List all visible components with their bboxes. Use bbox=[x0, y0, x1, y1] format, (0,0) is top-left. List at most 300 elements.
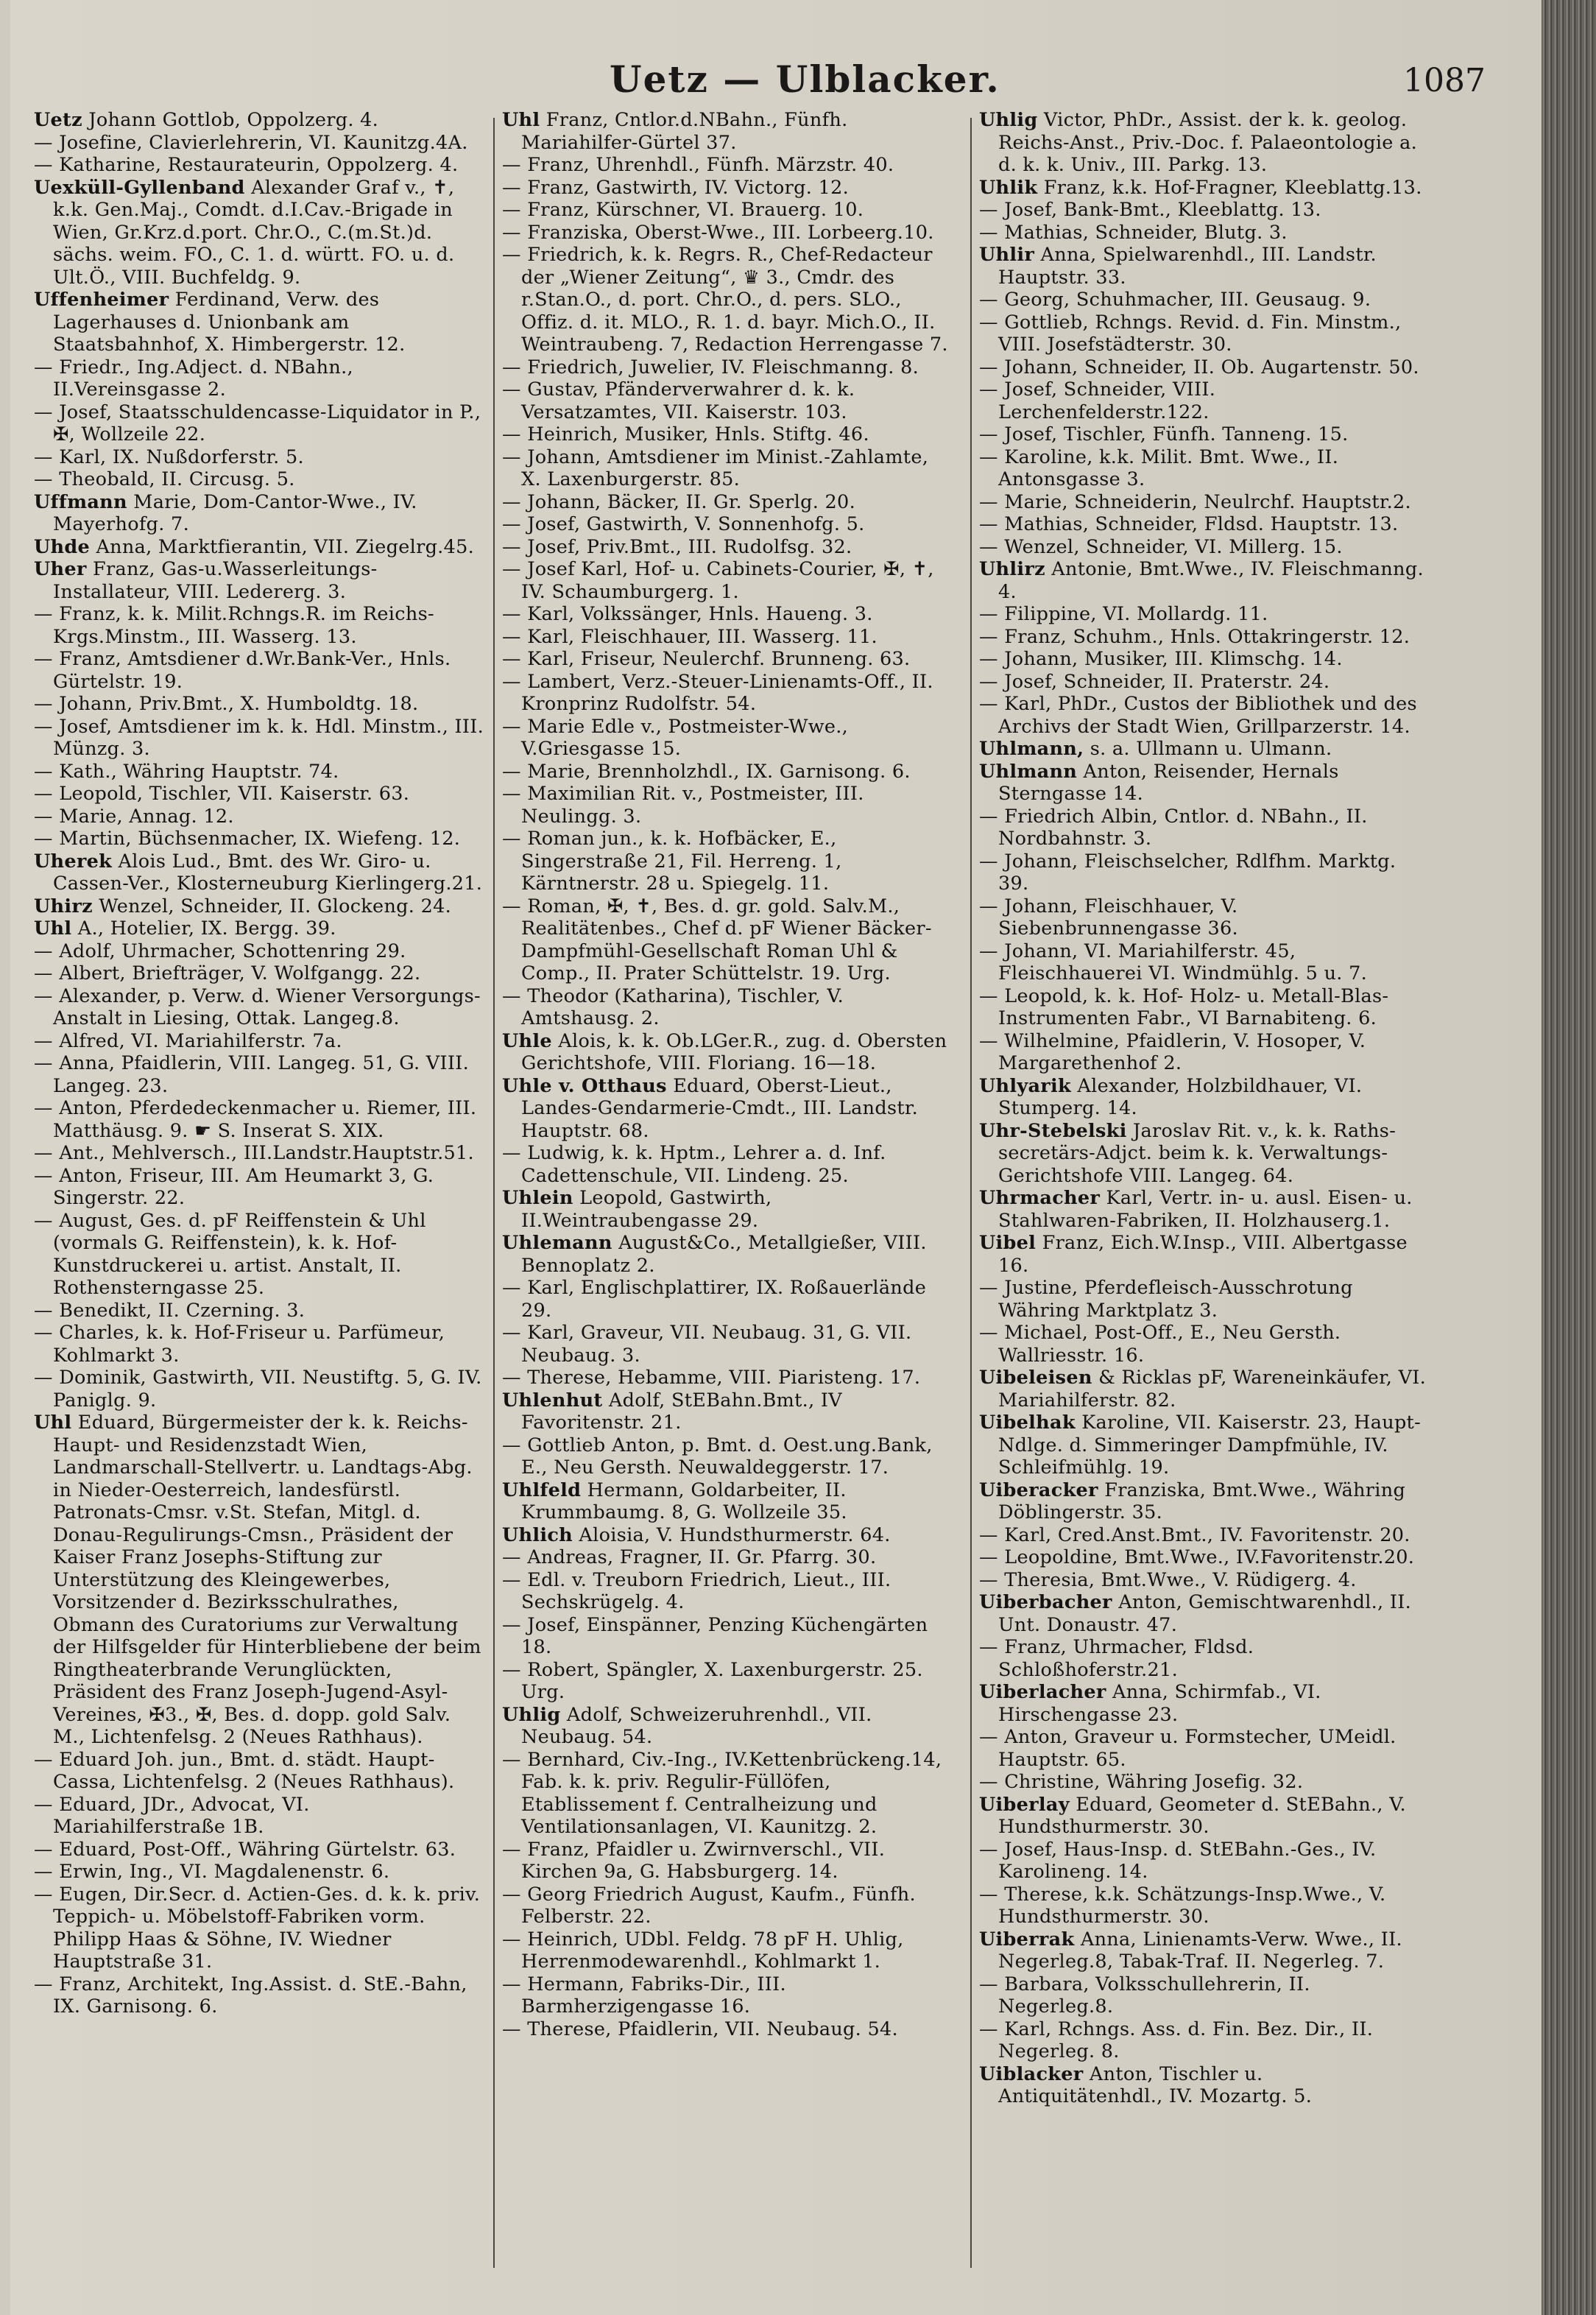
directory-entry bbox=[34, 940, 484, 963]
entry-text: — Maximilian Rit. v., Postmeister, III. Neulingg. 3. bbox=[502, 783, 864, 828]
entry-text: — Gustav, Pfänderverwahrer d. k. k. Versatzamtes, VII. Kaiserstr. 103. bbox=[502, 378, 855, 423]
book-edge bbox=[1542, 0, 1596, 2315]
directory-entry bbox=[979, 671, 1430, 694]
column-divider bbox=[970, 118, 972, 2268]
directory-entry bbox=[502, 1142, 953, 1187]
entry-surname: Uibelhak bbox=[979, 1412, 1076, 1434]
directory-entry bbox=[979, 761, 1430, 806]
directory-entry bbox=[34, 356, 484, 401]
entry-surname: Uhlich bbox=[502, 1523, 573, 1546]
entry-text: Anna, Spielwarenhdl., III. Landstr. Hauptstr. 33. bbox=[998, 244, 1377, 289]
entry-text: — Josef, Staatsschuldencasse-Liquidator in P., ✠, Wollzeile 22. bbox=[34, 401, 481, 445]
entry-text: — Franz, Schuhm., Hnls. Ottakringerstr. 12. bbox=[979, 625, 1410, 648]
entry-text: — Martin, Büchsenmacher, IX. Wiefeng. 12. bbox=[34, 828, 461, 850]
entry-text: — Therese, k.k. Schätzungs-Insp.Wwe., V. Hundsthurmerstr. 30. bbox=[979, 1883, 1386, 1928]
directory-entry bbox=[34, 806, 484, 828]
entry-surname: Uiberlay bbox=[979, 1793, 1070, 1816]
directory-entry bbox=[502, 199, 953, 222]
entry-text: Antonie, Bmt.Wwe., IV. Fleischmanng. 4. bbox=[998, 558, 1424, 603]
directory-entry bbox=[34, 154, 484, 177]
entry-text: — Ant., Mehlversch., III.Landstr.Hauptstr.51. bbox=[34, 1142, 474, 1164]
directory-entry bbox=[979, 1928, 1430, 1973]
entry-text: Alexander, Holzbildhauer, VI. Stumperg. 14. bbox=[998, 1074, 1363, 1119]
entry-text: — Georg Friedrich August, Kaufm., Fünfh. Felberstr. 22. bbox=[502, 1883, 916, 1928]
directory-entry bbox=[34, 603, 484, 648]
entry-surname: Uiberbacher bbox=[979, 1591, 1112, 1613]
entry-text: — Josef, Amtsdiener im k. k. Hdl. Minstm., III. Münzg. 3. bbox=[34, 715, 484, 760]
directory-entry bbox=[979, 1973, 1430, 2018]
directory-entry bbox=[34, 1165, 484, 1210]
entry-text: Victor, PhDr., Assist. der k. k. geolog. Reichs-Anst., Priv.-Doc. f. Palaeontologie a. d. k. k. Univ., III. Parkg. 13. bbox=[998, 109, 1418, 176]
entry-text: — Benedikt, II. Czerning. 3. bbox=[34, 1299, 306, 1322]
entry-text: — Gottlieb, Rchngs. Revid. d. Fin. Minstm., VIII. Josefstädterstr. 30. bbox=[979, 311, 1402, 356]
directory-entry bbox=[979, 850, 1430, 895]
directory-entry bbox=[34, 132, 484, 155]
entry-text: — Lambert, Verz.-Steuer-Linienamts-Off., II. Kronprinz Rudolfstr. 54. bbox=[502, 670, 933, 715]
entry-text: — Josef, Gastwirth, V. Sonnenhofg. 5. bbox=[502, 513, 865, 535]
entry-surname: Uiberacker bbox=[979, 1479, 1098, 1501]
directory-entry bbox=[979, 895, 1430, 940]
directory-entry bbox=[979, 491, 1430, 514]
directory-entry bbox=[502, 1546, 953, 1569]
directory-entry bbox=[34, 177, 484, 289]
entry-surname: Uhl bbox=[34, 1412, 72, 1434]
directory-entry bbox=[979, 177, 1430, 200]
directory-entry bbox=[502, 1479, 953, 1524]
entry-text: — Eugen, Dir.Secr. d. Actien-Ges. d. k. k. priv. Teppich- u. Möbelstoff-Fabriken vorm. Philipp Haas & Söhne, IV. Wiedner Hauptstraße 31. bbox=[34, 1883, 481, 1973]
directory-entry bbox=[34, 1322, 484, 1367]
entry-text: Adolf, StEBahn.Bmt., IV Favoritenstr. 21. bbox=[521, 1389, 842, 1434]
directory-entry bbox=[34, 289, 484, 356]
entry-text: Anton, Gemischtwarenhdl., II. Unt. Donaustr. 47. bbox=[998, 1591, 1412, 1636]
entry-text: — Christine, Währing Josefig. 32. bbox=[979, 1771, 1304, 1793]
entry-text: — Josef, Bank-Bmt., Kleeblattg. 13. bbox=[979, 199, 1321, 221]
directory-entry bbox=[502, 603, 953, 626]
entry-text: Franz, k.k. Hof-Fragner, Kleeblattg.13. bbox=[1037, 176, 1422, 199]
entry-text: — Adolf, Uhrmacher, Schottenring 29. bbox=[34, 940, 406, 962]
directory-entry bbox=[502, 1187, 953, 1232]
entry-text: — Mathias, Schneider, Blutg. 3. bbox=[979, 221, 1288, 244]
directory-entry bbox=[34, 468, 484, 491]
entry-text: — Franz, Gastwirth, IV. Victorg. 12. bbox=[502, 176, 850, 199]
entry-text: Johann Gottlob, Oppolzerg. 4. bbox=[82, 109, 379, 131]
entry-text: — Anna, Pfaidlerin, VIII. Langeg. 51, G. VIII. Langeg. 23. bbox=[34, 1052, 470, 1097]
directory-entry bbox=[502, 177, 953, 200]
directory-entry bbox=[979, 1412, 1430, 1479]
directory-entry bbox=[502, 1928, 953, 1973]
entry-text: — Eduard Joh. jun., Bmt. d. städt. Haupt-Cassa, Lichtenfelsg. 2 (Neues Rathhaus). bbox=[34, 1748, 455, 1793]
directory-entry bbox=[979, 1524, 1430, 1547]
directory-entry bbox=[979, 693, 1430, 738]
entry-text: — Marie, Annag. 12. bbox=[34, 805, 234, 828]
entry-text: — Karl, Rchngs. Ass. d. Fin. Bez. Dir., II. Negerleg. 8. bbox=[979, 2018, 1374, 2062]
entry-text: Franz, Eich.W.Insp., VIII. Albertgasse 16. bbox=[998, 1232, 1408, 1277]
directory-entry bbox=[502, 1075, 953, 1143]
entry-surname: Uhlein bbox=[502, 1187, 573, 1209]
entry-surname: Uhlmann bbox=[979, 760, 1078, 783]
entry-text: — Marie, Brennholzhdl., IX. Garnisong. 6. bbox=[502, 760, 911, 783]
entry-text: — Franz, Architekt, Ing.Assist. d. StE.-Bahn, IX. Garnisong. 6. bbox=[34, 1973, 467, 2018]
directory-entry bbox=[34, 761, 484, 783]
directory-entry bbox=[979, 2063, 1430, 2108]
entry-surname: Uhlmann, bbox=[979, 738, 1084, 760]
entry-text: — Andreas, Fragner, II. Gr. Pfarrg. 30. bbox=[502, 1546, 877, 1568]
entry-text: — Franz, Kürschner, VI. Brauerg. 10. bbox=[502, 199, 864, 221]
entry-text: — Filippine, VI. Mollardg. 11. bbox=[979, 603, 1268, 625]
directory-entry bbox=[979, 1277, 1430, 1322]
entry-text: Wenzel, Schneider, II. Glockeng. 24. bbox=[92, 895, 452, 917]
entry-text: — Georg, Schuhmacher, III. Geusaug. 9. bbox=[979, 289, 1371, 311]
directory-entry bbox=[979, 1075, 1430, 1120]
directory-entry bbox=[979, 1636, 1430, 1681]
directory-entry bbox=[979, 311, 1430, 356]
column-2 bbox=[502, 109, 953, 2040]
directory-entry bbox=[502, 1277, 953, 1322]
entry-text: — Karl, PhDr., Custos der Bibliothek und des Archivs der Stadt Wien, Grillparzerstr. 14. bbox=[979, 693, 1417, 738]
directory-entry bbox=[979, 1569, 1430, 1592]
directory-entry bbox=[502, 2018, 953, 2041]
directory-entry bbox=[979, 378, 1430, 423]
entry-text: — Josefine, Clavierlehrerin, VI. Kaunitzg.4A. bbox=[34, 131, 468, 154]
entry-text: — Franziska, Oberst-Wwe., III. Lorbeerg.10. bbox=[502, 221, 934, 244]
directory-entry bbox=[34, 1973, 484, 2018]
directory-entry bbox=[34, 962, 484, 985]
directory-entry bbox=[979, 1120, 1430, 1188]
directory-entry bbox=[502, 244, 953, 356]
entry-text: — Barbara, Volksschullehrerin, II. Negerleg.8. bbox=[979, 1973, 1310, 2018]
entry-surname: Uhle v. Otthaus bbox=[502, 1074, 667, 1097]
directory-entry bbox=[34, 1300, 484, 1322]
entry-text: — Theodor (Katharina), Tischler, V. Amtshausg. 2. bbox=[502, 984, 844, 1029]
directory-entry bbox=[979, 1591, 1430, 1636]
entry-text: — Josef, Haus-Insp. d. StEBahn.-Ges., IV. Karolineng. 14. bbox=[979, 1838, 1377, 1883]
entry-text: — Charles, k. k. Hof-Friseur u. Parfümeur, Kohlmarkt 3. bbox=[34, 1322, 445, 1367]
entry-text: Anna, Linienamts-Verw. Wwe., II. Negerleg.8, Tabak-Traf. II. Negerleg. 7. bbox=[998, 1928, 1402, 1973]
entry-surname: Uhde bbox=[34, 535, 91, 558]
entry-text: Marie, Dom-Cantor-Wwe., IV. Mayerhofg. 7. bbox=[53, 490, 417, 535]
entry-surname: Uffenheimer bbox=[34, 289, 169, 311]
directory-entry bbox=[502, 985, 953, 1030]
entry-text: — Heinrich, Musiker, Hnls. Stiftg. 46. bbox=[502, 423, 869, 445]
entry-text: — Franz, Pfaidler u. Zwirnverschl., VII. Kirchen 9a, G. Habsburgerg. 14. bbox=[502, 1838, 886, 1883]
directory-entry bbox=[979, 244, 1430, 289]
entry-text: — Therese, Pfaidlerin, VII. Neubaug. 54. bbox=[502, 2018, 898, 2040]
directory-entry bbox=[34, 716, 484, 761]
entry-text: — Franz, k. k. Milit.Rchngs.R. im Reichs-Krgs.Minstm., III. Wasserg. 13. bbox=[34, 603, 434, 648]
directory-entry bbox=[979, 423, 1430, 446]
directory-entry bbox=[502, 1614, 953, 1659]
entry-surname: Uhlig bbox=[979, 109, 1038, 131]
entry-text: — Theresia, Bmt.Wwe., V. Rüdigerg. 4. bbox=[979, 1568, 1357, 1591]
directory-entry bbox=[34, 446, 484, 469]
directory-entry bbox=[502, 1749, 953, 1839]
entry-surname: Uibel bbox=[979, 1232, 1037, 1254]
directory-entry bbox=[979, 1479, 1430, 1524]
entry-surname: Uhlirz bbox=[979, 558, 1045, 580]
entry-text: — Wenzel, Schneider, VI. Millerg. 15. bbox=[979, 535, 1343, 558]
entry-surname: Uhlig bbox=[502, 1703, 561, 1726]
entry-text: — Roman, ✠, ✝, Bes. d. gr. gold. Salv.M., Realitätenbes., Chef d. pF Wiener Bäcker-Dampfmühl-Gesellschaft Roman Uhl & Comp., II. Prater Schüttelstr. 19. Urg. bbox=[502, 895, 932, 984]
directory-entry bbox=[34, 536, 484, 559]
directory-entry bbox=[502, 895, 953, 985]
directory-entry bbox=[979, 1030, 1430, 1075]
entry-text: — Mathias, Schneider, Fldsd. Hauptstr. 13. bbox=[979, 513, 1399, 535]
directory-entry bbox=[502, 222, 953, 244]
entry-text: — Alfred, VI. Mariahilferstr. 7a. bbox=[34, 1029, 342, 1052]
entry-surname: Uhlenhut bbox=[502, 1389, 603, 1412]
entry-surname: Uiberlacher bbox=[979, 1681, 1106, 1703]
directory-entry bbox=[34, 491, 484, 536]
directory-entry bbox=[979, 1546, 1430, 1569]
directory-entry bbox=[502, 1569, 953, 1614]
entry-surname: Uhlir bbox=[979, 244, 1035, 266]
entry-surname: Uexküll-Gyllenband bbox=[34, 176, 245, 199]
entry-text: — Karl, Fleischhauer, III. Wasserg. 11. bbox=[502, 625, 878, 648]
entry-text: — Kath., Währing Hauptstr. 74. bbox=[34, 760, 339, 783]
entry-text: — Franz, Uhrenhdl., Fünfh. Märzstr. 40. bbox=[502, 154, 894, 176]
entry-surname: Uffmann bbox=[34, 490, 127, 513]
entry-text: Anna, Schirmfab., VI. Hirschengasse 23. bbox=[998, 1681, 1321, 1726]
directory-entry bbox=[34, 1052, 484, 1097]
directory-entry bbox=[502, 1232, 953, 1277]
entry-text: — Bernhard, Civ.-Ing., IV.Kettenbrückeng.14, Fab. k. k. priv. Regulir-Füllöfen, Etablissement f. Centralheizung und Ventilationsanlagen, VI. Kaunitzg. 2. bbox=[502, 1748, 942, 1838]
directory-entry bbox=[979, 603, 1430, 626]
entry-text: — Eduard, Post-Off., Währing Gürtelstr. 63. bbox=[34, 1838, 456, 1861]
entry-text: — Josef, Schneider, II. Praterstr. 24. bbox=[979, 670, 1330, 693]
directory-entry bbox=[979, 289, 1430, 311]
directory-entry bbox=[34, 1210, 484, 1300]
directory-entry bbox=[502, 1030, 953, 1075]
directory-entry bbox=[979, 985, 1430, 1030]
directory-entry bbox=[34, 648, 484, 693]
entry-text: — Karl, Cred.Anst.Bmt., IV. Favoritenstr. 20. bbox=[979, 1523, 1410, 1546]
directory-entry bbox=[979, 558, 1430, 603]
entry-text: Franziska, Bmt.Wwe., Währing Döblingerstr. 35. bbox=[998, 1479, 1406, 1523]
directory-entry bbox=[979, 1884, 1430, 1928]
entry-text: Eduard, Bürgermeister der k. k. Reichs-Haupt- und Residenzstadt Wien, Landmarschall-Stellvertr. u. Landtags-Abg. in Nieder-Oesterreich, landesfürstl. Patronats-Cmsr. v.St. Stefan, Mitgl. d. Donau-Regulirungs-Cmsn., Präsident der Kaiser Franz Josephs-Stiftung zur Unterstützung des Kleingewerbes, Vorsitzender d. Bezirksschulrathes, Obmann des Curatoriums zur Verwaltung der Hilfsgelder für Hinterbliebene der beim Ringtheaterbrande Verunglückten, Präsident des Franz Joseph-Jugend-Asyl-Vereines, ✠3., ✠, Bes. d. dopp. gold Salv. M., Lichtenfelsg. 2 (Neues Rathhaus). bbox=[53, 1412, 481, 1748]
entry-text: — Friedrich, k. k. Regrs. R., Chef-Redacteur der „Wiener Zeitung“, ♛ 3., Cmdr. des r.Stan.O., d. port. Chr.O., d. pers. SLO., Offiz. d. it. MLO., R. 1. d. bayr. Mich.O., II. Weintraubeng. 7, Redaction Herrengasse 7. bbox=[502, 244, 948, 356]
entry-text: — Johann, Fleischhauer, V. Siebenbrunnengasse 36. bbox=[979, 895, 1238, 940]
directory-entry bbox=[979, 1839, 1430, 1884]
entry-surname: Uhl bbox=[34, 917, 72, 940]
entry-text: — Dominik, Gastwirth, VII. Neustiftg. 5, G. IV. Paniglg. 9. bbox=[34, 1367, 482, 1412]
entry-text: — Josef, Einspänner, Penzing Küchengärten 18. bbox=[502, 1613, 928, 1658]
directory-entry bbox=[502, 378, 953, 423]
entry-text: Eduard, Oberst-Lieut., Landes-Gendarmerie-Cmdt., III. Landstr. Hauptstr. 68. bbox=[521, 1074, 919, 1142]
entry-text: — Erwin, Ing., VI. Magdalenenstr. 6. bbox=[34, 1861, 390, 1883]
entry-surname: Uiblacker bbox=[979, 2062, 1084, 2085]
entry-text: — Gottlieb Anton, p. Bmt. d. Oest.ung.Bank, E., Neu Gersth. Neuwaldeggerstr. 17. bbox=[502, 1434, 933, 1479]
column-1 bbox=[34, 109, 484, 2018]
directory-entry bbox=[34, 1030, 484, 1053]
entry-text: — Johann, Fleischselcher, Rdlfhm. Marktg. 39. bbox=[979, 850, 1396, 895]
entry-text: — Karl, Englischplattirer, IX. Roßauerlände 29. bbox=[502, 1277, 927, 1322]
entry-surname: Uhr-Stebelski bbox=[979, 1119, 1127, 1142]
directory-entry bbox=[502, 1704, 953, 1749]
directory-entry bbox=[502, 626, 953, 649]
entry-text: August&Co., Metallgießer, VIII. Bennoplatz 2. bbox=[521, 1232, 927, 1277]
entry-text: — Karl, Volkssänger, Hnls. Haueng. 3. bbox=[502, 603, 873, 625]
entry-text: — Marie, Schneiderin, Neulrchf. Hauptstr.2. bbox=[979, 490, 1411, 513]
entry-text: — Theobald, II. Circusg. 5. bbox=[34, 468, 295, 490]
directory-entry bbox=[979, 513, 1430, 536]
directory-entry bbox=[34, 917, 484, 940]
entry-text: Eduard, Geometer d. StEBahn., V. Hundsthurmerstr. 30. bbox=[998, 1793, 1406, 1838]
directory-entry bbox=[502, 491, 953, 514]
entry-text: — Franz, Uhrmacher, Fldsd. Schloßhoferstr.21. bbox=[979, 1636, 1254, 1681]
directory-entry bbox=[502, 671, 953, 716]
directory-entry bbox=[502, 648, 953, 671]
page-header bbox=[28, 57, 1486, 109]
directory-entry bbox=[502, 1367, 953, 1389]
entry-text: — Robert, Spängler, X. Laxenburgerstr. 25. Urg. bbox=[502, 1658, 923, 1703]
directory-entry bbox=[979, 1794, 1430, 1839]
column-divider bbox=[493, 118, 495, 2268]
entry-text: — Marie Edle v., Postmeister-Wwe., V.Griesgasse 15. bbox=[502, 715, 849, 760]
entry-text: Anton, Reisender, Hernals Sterngasse 14. bbox=[998, 760, 1339, 805]
entry-text: — Karl, Friseur, Neulerchf. Brunneng. 63. bbox=[502, 648, 911, 670]
entry-text: — Leopold, Tischler, VII. Kaiserstr. 63. bbox=[34, 783, 410, 805]
directory-entry bbox=[979, 446, 1430, 491]
entry-surname: Uhlemann bbox=[502, 1232, 612, 1254]
directory-entry bbox=[34, 109, 484, 132]
entry-text: & Ricklas pF, Wareneinkäufer, VI. Mariahilferstr. 82. bbox=[998, 1367, 1427, 1412]
entry-text: — Alexander, p. Verw. d. Wiener Versorgungs-Anstalt in Liesing, Ottak. Langeg.8. bbox=[34, 984, 481, 1029]
directory-entry bbox=[34, 1749, 484, 1794]
directory-entry bbox=[502, 446, 953, 491]
entry-text: — Leopoldine, Bmt.Wwe., IV.Favoritenstr.20. bbox=[979, 1546, 1415, 1568]
directory-entry bbox=[979, 536, 1430, 559]
entry-text: — Katharine, Restaurateurin, Oppolzerg. 4. bbox=[34, 154, 459, 176]
directory-entry bbox=[502, 1322, 953, 1367]
entry-text: — Eduard, JDr., Advocat, VI. Mariahilferstraße 1B. bbox=[34, 1793, 310, 1838]
directory-entry bbox=[979, 1232, 1430, 1277]
entry-text: — Anton, Pferdedeckenmacher u. Riemer, III. Matthäusg. 9. ☛ S. Inserat S. XIX. bbox=[34, 1097, 477, 1142]
entry-text: — Johann, Bäcker, II. Gr. Sperlg. 20. bbox=[502, 490, 855, 513]
directory-entry bbox=[502, 513, 953, 536]
directory-entry bbox=[502, 558, 953, 603]
directory-entry bbox=[979, 1681, 1430, 1726]
directory-entry bbox=[34, 828, 484, 850]
directory-entry bbox=[34, 401, 484, 446]
directory-entry bbox=[34, 1861, 484, 1884]
entry-surname: Uhlyarik bbox=[979, 1074, 1071, 1097]
directory-entry bbox=[979, 222, 1430, 244]
directory-entry bbox=[502, 1659, 953, 1704]
directory-entry bbox=[502, 783, 953, 828]
entry-surname: Uhlfeld bbox=[502, 1479, 582, 1501]
directory-entry bbox=[34, 1839, 484, 1861]
directory-entry bbox=[502, 1389, 953, 1434]
directory-entry bbox=[979, 626, 1430, 649]
entry-text: — August, Ges. d. pF Reiffenstein & Uhl (vormals G. Reiffenstein), k. k. Hof-Kunstdruckerei u. artist. Anstalt, II. Rothensterngasse 25. bbox=[34, 1209, 426, 1299]
directory-entry bbox=[502, 1434, 953, 1479]
entry-text: Jaroslav Rit. v., k. k. Raths-secretärs-Adjct. beim k. k. Verwaltungs-Gerichtshofe VIII. Langeg. 64. bbox=[998, 1119, 1396, 1187]
entry-text: — Johann, Musiker, III. Klimschg. 14. bbox=[979, 648, 1343, 670]
entry-text: Anton, Tischler u. Antiquitätenhdl., IV. Mozartg. 5. bbox=[998, 2062, 1313, 2107]
directory-entry bbox=[34, 558, 484, 603]
directory-entry bbox=[502, 536, 953, 559]
entry-text: — Karl, Graveur, VII. Neubaug. 31, G. VII. Neubaug. 3. bbox=[502, 1322, 912, 1367]
entry-text: — Albert, Briefträger, V. Wolfgangg. 22. bbox=[34, 962, 421, 984]
directory-entry bbox=[979, 109, 1430, 177]
entry-surname: Uher bbox=[34, 558, 87, 580]
directory-entry bbox=[979, 1771, 1430, 1794]
entry-text: — Karl, IX. Nußdorferstr. 5. bbox=[34, 445, 304, 468]
entry-text: — Johann, VI. Mariahilferstr. 45, Fleischhauerei VI. Windmühlg. 5 u. 7. bbox=[979, 940, 1368, 984]
directory-entry bbox=[34, 850, 484, 895]
entry-text: — Wilhelmine, Pfaidlerin, V. Hosoper, V. Margarethenhof 2. bbox=[979, 1029, 1366, 1074]
entry-text: — Friedrich, Juwelier, IV. Fleischmanng. 8. bbox=[502, 356, 919, 378]
entry-text: — Leopold, k. k. Hof- Holz- u. Metall-Blas-Instrumenten Fabr., VI Barnabiteng. 6. bbox=[979, 984, 1389, 1029]
entry-surname: Uibeleisen bbox=[979, 1367, 1092, 1389]
entry-text: Franz, Gas-u.Wasserleitungs-Installateur, VIII. Ledererg. 3. bbox=[53, 558, 378, 603]
entry-surname: Uiberrak bbox=[979, 1928, 1075, 1951]
entry-surname: Uherek bbox=[34, 850, 113, 873]
entry-text: Karl, Vertr. in- u. ausl. Eisen- u. Stahlwaren-Fabriken, II. Holzhauserg.1. bbox=[998, 1187, 1413, 1232]
entry-text: A., Hotelier, IX. Bergg. 39. bbox=[71, 917, 336, 940]
directory-entry bbox=[502, 356, 953, 379]
entry-text: — Johann, Priv.Bmt., X. Humboldtg. 18. bbox=[34, 693, 419, 715]
page-number: 1087 bbox=[1403, 62, 1486, 99]
entry-text: — Edl. v. Treuborn Friedrich, Lieut., III. Sechskrügelg. 4. bbox=[502, 1568, 891, 1613]
entry-text: Adolf, Schweizeruhrenhdl., VII. Neubaug. 54. bbox=[521, 1703, 872, 1748]
entry-text: — Michael, Post-Off., E., Neu Gersth. Wallriesstr. 16. bbox=[979, 1322, 1341, 1367]
entry-text: — Karoline, k.k. Milit. Bmt. Wwe., II. Antonsgasse 3. bbox=[979, 445, 1339, 490]
entry-text: Alois, k. k. Ob.LGer.R., zug. d. Obersten Gerichtshofe, VIII. Floriang. 16—18. bbox=[521, 1029, 947, 1074]
entry-text: Hermann, Goldarbeiter, II. Krummbaumg. 8, G. Wollzeile 35. bbox=[521, 1479, 847, 1523]
directory-entry bbox=[979, 1322, 1430, 1367]
directory-entry bbox=[502, 716, 953, 761]
entry-text: — Josef, Priv.Bmt., III. Rudolfsg. 32. bbox=[502, 535, 852, 558]
directory-entry bbox=[34, 783, 484, 806]
directory-entry bbox=[979, 806, 1430, 850]
entry-text: — Josef, Tischler, Fünfh. Tanneng. 15. bbox=[979, 423, 1349, 445]
directory-entry bbox=[34, 985, 484, 1030]
directory-entry bbox=[979, 648, 1430, 671]
entry-text: Alexander Graf v., ✝, k.k. Gen.Maj., Comdt. d.I.Cav.-Brigade in Wien, Gr.Krz.d.port. Chr.O., C.(m.St.)d. sächs. weim. FO., C. 1. d. württ. FO. u. d. Ult.Ö., VIII. Buchfeldg. 9. bbox=[53, 176, 455, 289]
directory-entry bbox=[34, 1884, 484, 1973]
directory-entry bbox=[502, 1839, 953, 1884]
entry-text: — Johann, Schneider, II. Ob. Augartenstr. 50. bbox=[979, 356, 1419, 378]
directory-entry bbox=[979, 1187, 1430, 1232]
directory-entry bbox=[34, 1794, 484, 1839]
entry-text: — Josef, Schneider, VIII. Lerchenfelderstr.122. bbox=[979, 378, 1216, 423]
entry-text: — Friedrich Albin, Cntlor. d. NBahn., II. Nordbahnstr. 3. bbox=[979, 805, 1368, 850]
directory-entry bbox=[979, 1367, 1430, 1412]
directory-entry bbox=[502, 1973, 953, 2018]
entry-surname: Uhl bbox=[502, 109, 540, 131]
running-title: Uetz — Ulblacker. bbox=[610, 57, 1000, 101]
entry-surname: Uhirz bbox=[34, 895, 93, 917]
entry-text: — Josef Karl, Hof- u. Cabinets-Courier, ✠, ✝, IV. Schaumburgerg. 1. bbox=[502, 558, 934, 603]
column-3 bbox=[979, 109, 1430, 2108]
entry-text: — Roman jun., k. k. Hofbäcker, E., Singerstraße 21, Fil. Herreng. 1, Kärntnerstr. 28 u. Spiegelg. 11. bbox=[502, 828, 842, 895]
entry-text: Aloisia, V. Hundsthurmerstr. 64. bbox=[573, 1523, 891, 1546]
directory-entry bbox=[502, 828, 953, 895]
directory-entry bbox=[979, 199, 1430, 222]
directory-entry bbox=[979, 2018, 1430, 2063]
directory-entry bbox=[502, 761, 953, 783]
entry-text: — Ludwig, k. k. Hptm., Lehrer a. d. Inf. Cadettenschule, VII. Lindeng. 25. bbox=[502, 1142, 886, 1187]
directory-entry bbox=[34, 1142, 484, 1165]
entry-text: — Franz, Amtsdiener d.Wr.Bank-Ver., Hnls. Gürtelstr. 19. bbox=[34, 648, 451, 693]
entry-surname: Uhrmacher bbox=[979, 1187, 1101, 1209]
directory-entry bbox=[502, 1524, 953, 1547]
directory-entry bbox=[502, 1884, 953, 1928]
entry-text: — Anton, Friseur, III. Am Heumarkt 3, G. Singerstr. 22. bbox=[34, 1164, 434, 1209]
entry-text: — Therese, Hebamme, VIII. Piaristeng. 17. bbox=[502, 1367, 921, 1389]
